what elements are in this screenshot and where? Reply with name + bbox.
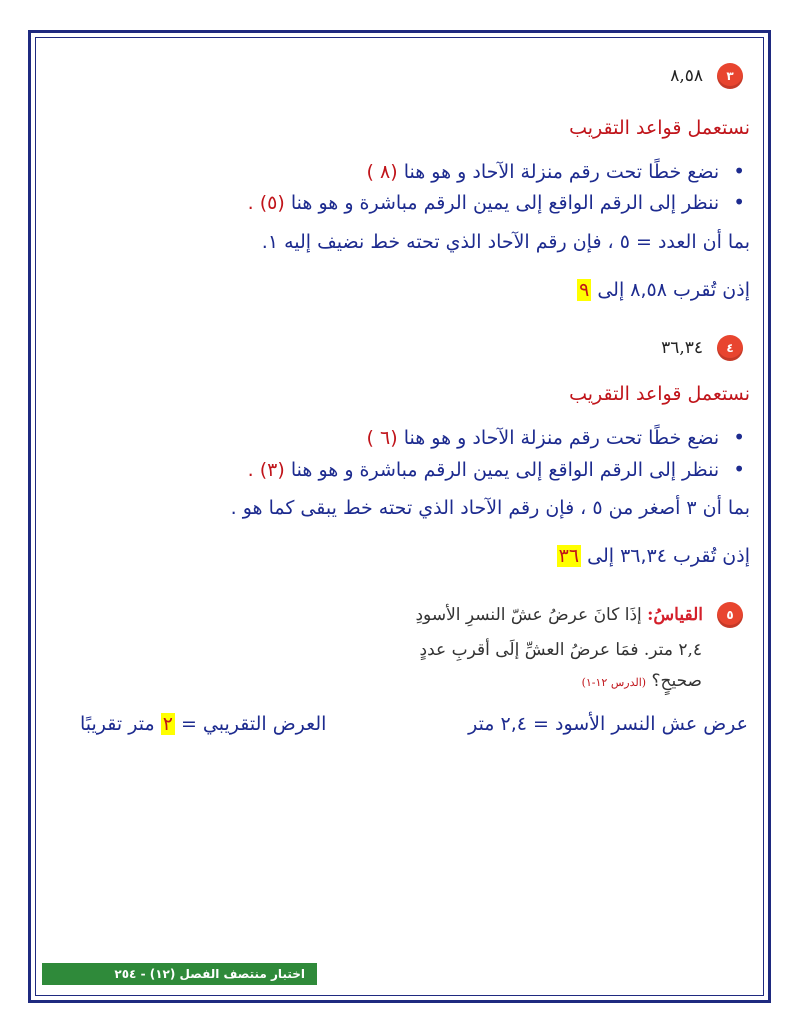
q5-header bbox=[415, 602, 743, 628]
q4-bullet-1-value: (٦ ) bbox=[366, 427, 398, 449]
q4-intro: نستعمل قواعد التقريب bbox=[569, 383, 750, 405]
footer-label: اختبار منتصف الفصل (١٢) - ٢٥٤ bbox=[114, 967, 305, 981]
q5-given: عرض عش النسر الأسود = ٢,٤ متر bbox=[468, 713, 748, 735]
q5-answer: ٢ bbox=[162, 713, 173, 735]
q3-conclusion-prefix: إذن تُقرب ٨,٥٨ إلى bbox=[597, 279, 750, 301]
q3-bullet-1-text: نضع خطًا تحت رقم منزلة الآحاد و هو هنا bbox=[403, 161, 720, 183]
q5-line-3: صحيحٍ؟ bbox=[651, 671, 702, 691]
q5-answer-prefix: العرض التقريبي = bbox=[180, 713, 327, 735]
q4-answer: ٣٦ bbox=[558, 545, 580, 567]
q5-number-badge: ٥ bbox=[717, 602, 743, 628]
q4-bullet-2-value: (٣) . bbox=[247, 459, 285, 481]
q4-reason: بما أن ٣ أصغر من ٥ ، فإن رقم الآحاد الذي تحته خط يبقى كما هو . bbox=[230, 497, 750, 519]
q4-number-badge: ٤ bbox=[717, 335, 743, 361]
q3-header bbox=[670, 63, 743, 89]
q3-bullet-1-value: (٨ ) bbox=[366, 161, 398, 183]
q4-bullet-2 bbox=[248, 457, 745, 481]
q4-bullet-2-text: ننظر إلى الرقم الواقع إلى يمين الرقم مباشرة و هو هنا bbox=[290, 459, 720, 481]
q5-line-1-wrap bbox=[415, 605, 703, 625]
footer-banner bbox=[42, 963, 317, 985]
q5-title: القياسُ: bbox=[647, 605, 703, 625]
q4-header bbox=[661, 335, 743, 361]
q3-bullet-1 bbox=[367, 159, 745, 183]
q5-answer-suffix: متر تقريبًا bbox=[80, 713, 155, 735]
q4-expression: ٣٦,٣٤ bbox=[661, 338, 703, 358]
q3-number-badge: ٣ bbox=[717, 63, 743, 89]
q5-line-1: إذَا كانَ عرضُ عشّ النسرِ الأسودِ bbox=[415, 605, 642, 625]
q3-bullet-2-value: (٥) . bbox=[247, 192, 285, 214]
q4-conclusion-prefix: إذن تُقرب ٣٦,٣٤ إلى bbox=[587, 545, 750, 567]
q4-bullet-1 bbox=[367, 425, 745, 449]
q4-conclusion bbox=[557, 545, 750, 567]
q3-answer: ٩ bbox=[579, 279, 590, 301]
q5-answer-line bbox=[80, 713, 326, 735]
q3-reason: بما أن العدد = ٥ ، فإن رقم الآحاد الذي تحته خط نضيف إليه ١. bbox=[261, 231, 750, 253]
q5-lesson-ref: (الدرس ١٢-١) bbox=[581, 676, 647, 689]
q5-line-2: ٢,٤ متر. فمَا عرضُ العشِّ إلَى أقربِ عددٍ bbox=[419, 640, 702, 660]
q3-intro: نستعمل قواعد التقريب bbox=[569, 117, 750, 139]
q4-bullet-1-text: نضع خطًا تحت رقم منزلة الآحاد و هو هنا bbox=[403, 427, 720, 449]
q3-conclusion bbox=[577, 279, 750, 301]
q3-bullet-2-text: ننظر إلى الرقم الواقع إلى يمين الرقم مباشرة و هو هنا bbox=[290, 192, 720, 214]
q3-bullet-2 bbox=[248, 190, 745, 214]
q3-expression: ٨,٥٨ bbox=[670, 66, 703, 86]
q5-line-3-wrap bbox=[582, 671, 702, 691]
